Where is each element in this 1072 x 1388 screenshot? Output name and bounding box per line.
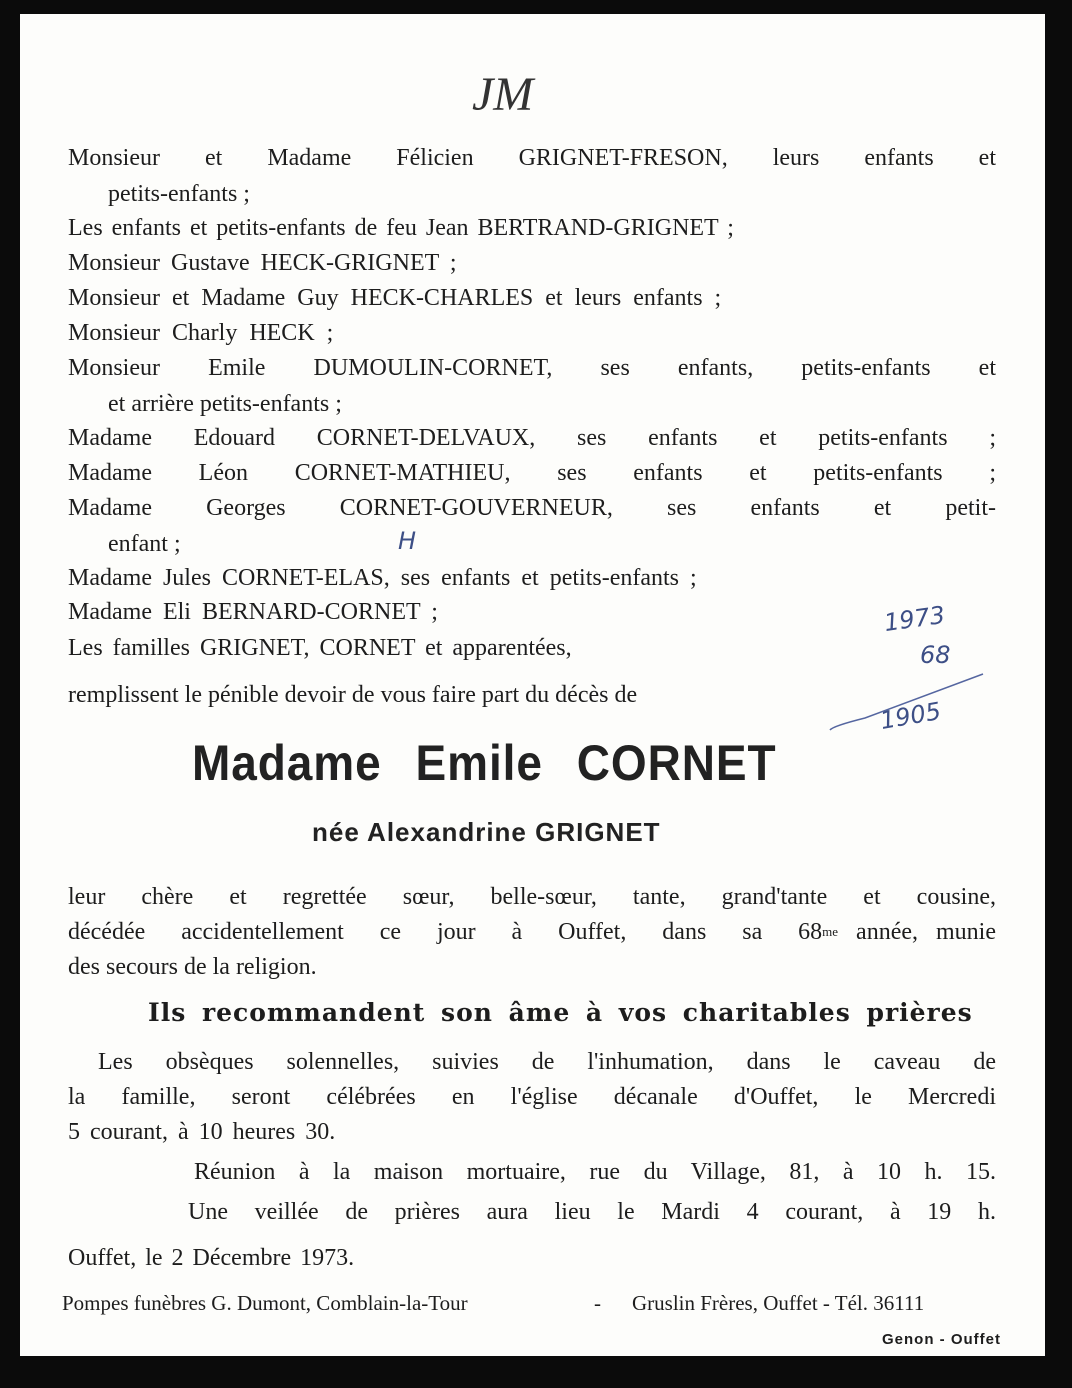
reunion-line: Réunion à la maison mortuaire, rue du Village, 81, à 10 h. 15.	[194, 1159, 996, 1185]
handwritten-year: 1973	[882, 600, 947, 638]
handwritten-age: 68	[920, 641, 951, 669]
family-line: Madame Léon CORNET-MATHIEU, ses enfants et petits-enfants ;	[68, 460, 996, 486]
handwritten-birth-year: 1905	[878, 696, 944, 736]
maiden-name: née Alexandrine GRIGNET	[312, 817, 661, 847]
family-line: Monsieur Gustave HECK-GRIGNET ;	[68, 250, 457, 276]
printer-mark: Genon - Ouffet	[882, 1331, 1001, 1348]
deceased-name: Madame Emile CORNET	[192, 735, 777, 791]
body-line	[68, 917, 996, 947]
funeral-line: 5 courant, à 10 heures 30.	[68, 1119, 336, 1145]
monogram: JM	[472, 68, 534, 121]
ordinal-suffix: me	[822, 924, 839, 939]
family-line: petits-enfants ;	[108, 181, 250, 207]
body-line: des secours de la religion.	[68, 954, 317, 980]
family-line: Madame Georges CORNET-GOUVERNEUR, ses enfants et petit-	[68, 495, 996, 521]
family-line: Les familles GRIGNET, CORNET et apparentées,	[68, 635, 572, 661]
prayer-line: Ils recommandent son âme à vos charitables prières	[148, 998, 973, 1027]
footer-separator: -	[594, 1291, 601, 1315]
vigil-line: Une veillée de prières aura lieu le Mardi 4 courant, à 19 h.	[188, 1199, 996, 1225]
family-line: Madame Jules CORNET-ELAS, ses enfants et petits-enfants ;	[68, 565, 697, 591]
family-line: Monsieur et Madame Guy HECK-CHARLES et leurs enfants ;	[68, 285, 722, 311]
family-line: et arrière petits-enfants ;	[108, 391, 342, 417]
family-line: Madame Eli BERNARD-CORNET ;	[68, 599, 438, 625]
body-line-tail: année, munie	[838, 919, 996, 945]
footer-undertaker-left: Pompes funèbres G. Dumont, Comblain-la-Tour	[62, 1291, 468, 1315]
body-line: leur chère et regrettée sœur, belle-sœur, tante, grand'tante et cousine,	[68, 884, 996, 910]
place-date: Ouffet, le 2 Décembre 1973.	[68, 1245, 355, 1271]
intro-text: remplissent le pénible devoir de vous faire part du décès de	[68, 682, 638, 708]
footer-undertaker-right: Gruslin Frères, Ouffet - Tél. 36111	[632, 1291, 925, 1315]
funeral-line: Les obsèques solennelles, suivies de l'inhumation, dans le caveau de	[98, 1049, 996, 1075]
family-line: Monsieur Charly HECK ;	[68, 320, 334, 346]
family-line: Les enfants et petits-enfants de feu Jean BERTRAND-GRIGNET ;	[68, 215, 734, 241]
family-line: Monsieur et Madame Félicien GRIGNET-FRESON, leurs enfants et	[68, 145, 996, 171]
body-line-text: décédée accidentellement ce jour à Ouffet, dans sa 68	[68, 919, 823, 945]
family-line: enfant ;	[108, 531, 181, 557]
family-line: Monsieur Emile DUMOULIN-CORNET, ses enfants, petits-enfants et	[68, 355, 996, 381]
handwritten-h: H	[398, 527, 417, 555]
family-line: Madame Edouard CORNET-DELVAUX, ses enfants et petits-enfants ;	[68, 425, 996, 451]
funeral-line: la famille, seront célébrées en l'église décanale d'Ouffet, le Mercredi	[68, 1084, 996, 1110]
